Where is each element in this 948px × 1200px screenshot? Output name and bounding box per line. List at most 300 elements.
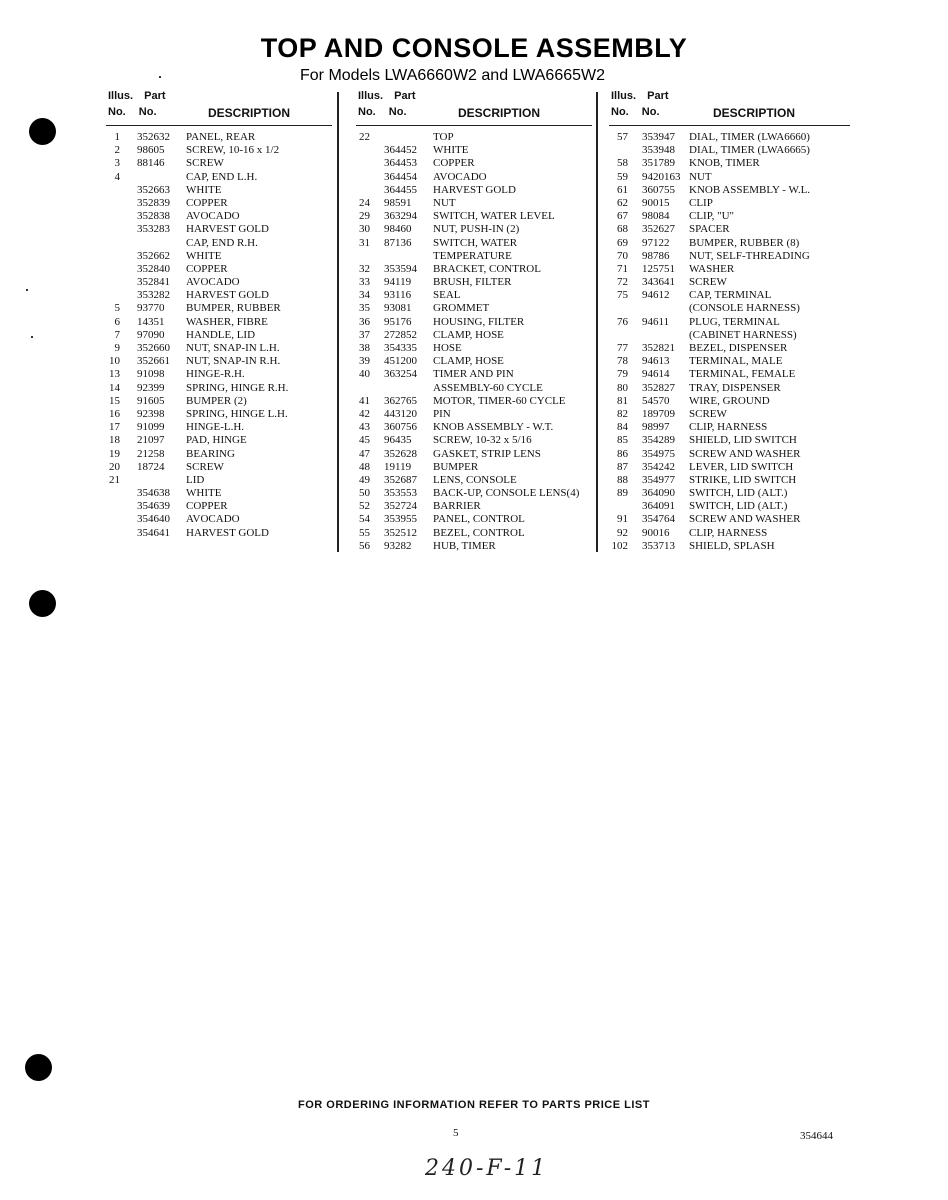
parts-row xyxy=(356,368,592,381)
part-description: BUMPER xyxy=(433,460,479,473)
part-number: 352512 xyxy=(384,526,417,539)
part-number: 94612 xyxy=(642,289,670,302)
illus-number: 77 xyxy=(617,342,628,354)
parts-row xyxy=(356,302,592,315)
part-description: WIRE, GROUND xyxy=(689,394,770,407)
parts-row xyxy=(106,289,332,302)
parts-row xyxy=(609,171,850,184)
parts-row xyxy=(609,527,850,540)
illus-number: 4 xyxy=(114,170,120,183)
part-number: 360755 xyxy=(642,183,675,196)
illus-number: 20 xyxy=(109,460,120,473)
illus-number: 59 xyxy=(617,170,628,183)
part-number: 54570 xyxy=(642,394,670,407)
punch-hole-middle xyxy=(29,590,56,617)
parts-rows-1 xyxy=(106,131,332,540)
parts-row xyxy=(106,223,332,236)
part-number: 364090 xyxy=(642,487,675,500)
illus-number: 82 xyxy=(617,407,628,420)
illus-number: 67 xyxy=(617,210,628,223)
illus-number: 80 xyxy=(617,381,628,394)
part-number: 352661 xyxy=(137,355,170,368)
parts-row xyxy=(106,395,332,408)
parts-row xyxy=(106,316,332,329)
punch-hole-top xyxy=(29,118,56,145)
illus-number: 2 xyxy=(114,144,120,157)
illus-number: 48 xyxy=(359,460,370,473)
part-number: 354289 xyxy=(642,434,675,447)
part-description: CLIP, HARNESS xyxy=(689,421,768,434)
illus-number: 72 xyxy=(617,276,628,289)
parts-row xyxy=(356,144,592,157)
part-description: DIAL, TIMER (LWA6665) xyxy=(689,144,810,157)
illus-number: 85 xyxy=(617,434,628,447)
illus-number: 15 xyxy=(109,394,120,407)
illus-number: 89 xyxy=(617,487,628,500)
illus-number: 38 xyxy=(359,342,370,354)
part-number: 93081 xyxy=(384,302,412,315)
parts-row xyxy=(356,131,592,144)
part-description: COPPER xyxy=(433,157,475,170)
header-illus-part: Illus. Part xyxy=(611,90,669,102)
parts-row xyxy=(356,540,592,553)
part-number: 94119 xyxy=(384,276,412,289)
part-description: CLAMP, HOSE xyxy=(433,328,504,341)
part-description: BRACKET, CONTROL xyxy=(433,262,541,275)
header-no: No. No. xyxy=(611,106,660,118)
parts-column-2 xyxy=(356,90,592,553)
column-divider xyxy=(596,92,598,552)
part-number: 9420163 xyxy=(642,170,681,183)
illus-number: 58 xyxy=(617,157,628,170)
part-description: LID xyxy=(186,473,205,486)
part-description: NUT, SELF-THREADING xyxy=(689,249,810,262)
part-number: 91098 xyxy=(137,368,165,381)
part-number: 364455 xyxy=(384,183,417,196)
part-description: PIN xyxy=(433,407,451,420)
illus-number: 36 xyxy=(359,315,370,328)
part-description: GASKET, STRIP LENS xyxy=(433,447,541,460)
parts-row xyxy=(106,171,332,184)
illus-number: 10 xyxy=(109,355,120,368)
illus-number: 54 xyxy=(359,513,370,526)
illus-number: 21 xyxy=(109,473,120,486)
part-description: HANDLE, LID xyxy=(186,328,256,341)
illus-number: 31 xyxy=(359,236,370,249)
part-description: (CABINET HARNESS) xyxy=(689,328,797,341)
parts-row xyxy=(106,197,332,210)
column-header xyxy=(106,90,332,126)
illus-number: 92 xyxy=(617,526,628,539)
parts-row xyxy=(356,316,592,329)
illus-number: 87 xyxy=(617,460,628,473)
parts-row xyxy=(356,210,592,223)
part-description: HARVEST GOLD xyxy=(186,526,269,539)
part-number: 95176 xyxy=(384,315,412,328)
part-description: TERMINAL, MALE xyxy=(689,355,783,368)
illus-number: 24 xyxy=(359,196,370,209)
part-description: GROMMET xyxy=(433,302,490,315)
part-description: BEZEL, DISPENSER xyxy=(689,342,788,354)
part-description: PANEL, REAR xyxy=(186,131,256,143)
parts-row xyxy=(106,368,332,381)
part-number: 354242 xyxy=(642,460,675,473)
part-number: 353553 xyxy=(384,487,417,500)
part-number: 88146 xyxy=(137,157,165,170)
part-number: 90016 xyxy=(642,526,670,539)
parts-row xyxy=(356,171,592,184)
illus-number: 40 xyxy=(359,368,370,381)
parts-row xyxy=(609,461,850,474)
part-number: 98997 xyxy=(642,421,670,434)
scan-speck xyxy=(26,289,28,291)
part-description: KNOB ASSEMBLY - W.T. xyxy=(433,421,554,434)
parts-row xyxy=(609,329,850,342)
part-description: ASSEMBLY-60 CYCLE xyxy=(433,381,543,394)
part-number: 354639 xyxy=(137,500,170,513)
part-description: SWITCH, WATER xyxy=(433,236,518,249)
parts-row xyxy=(106,157,332,170)
part-number: 98084 xyxy=(642,210,670,223)
part-number: 352663 xyxy=(137,183,170,196)
parts-row xyxy=(356,461,592,474)
illus-number: 86 xyxy=(617,447,628,460)
parts-row xyxy=(106,131,332,144)
part-description: TERMINAL, FEMALE xyxy=(689,368,796,381)
part-description: NUT, SNAP-IN R.H. xyxy=(186,355,281,368)
part-number: 451200 xyxy=(384,355,417,368)
part-description: WASHER, FIBRE xyxy=(186,315,268,328)
part-number: 21097 xyxy=(137,434,165,447)
parts-row xyxy=(609,223,850,236)
parts-row xyxy=(106,210,332,223)
parts-row xyxy=(106,461,332,474)
parts-column-3 xyxy=(609,90,850,553)
illus-number: 41 xyxy=(359,394,370,407)
part-description: CLAMP, HOSE xyxy=(433,355,504,368)
illus-number: 34 xyxy=(359,289,370,302)
part-description: SPACER xyxy=(689,223,730,236)
parts-row xyxy=(106,474,332,487)
column-header xyxy=(609,90,850,126)
part-number: 98605 xyxy=(137,144,165,157)
parts-row xyxy=(356,184,592,197)
part-description: SCREW xyxy=(689,407,727,420)
header-illus-part: Illus. Part xyxy=(358,90,416,102)
parts-row xyxy=(106,527,332,540)
illus-number: 49 xyxy=(359,473,370,486)
part-description: SHIELD, SPLASH xyxy=(689,539,775,552)
parts-row xyxy=(356,395,592,408)
illus-number: 88 xyxy=(617,473,628,486)
illus-number: 57 xyxy=(617,131,628,143)
parts-row xyxy=(106,487,332,500)
part-description: NUT xyxy=(433,196,456,209)
part-description: TOP xyxy=(433,131,454,143)
part-number: 98460 xyxy=(384,223,412,236)
illus-number: 76 xyxy=(617,315,628,328)
part-number: 93282 xyxy=(384,539,412,552)
parts-row xyxy=(609,434,850,447)
part-number: 351789 xyxy=(642,157,675,170)
illus-number: 50 xyxy=(359,487,370,500)
part-number: 363294 xyxy=(384,210,417,223)
part-number: 364091 xyxy=(642,500,675,513)
part-description: SCREW xyxy=(186,460,224,473)
part-description: CAP, TERMINAL xyxy=(689,289,772,302)
parts-row xyxy=(356,408,592,421)
ordering-info-footer: FOR ORDERING INFORMATION REFER TO PARTS PRICE LIST xyxy=(298,1099,650,1111)
part-description: BRUSH, FILTER xyxy=(433,276,512,289)
part-description: PLUG, TERMINAL xyxy=(689,315,780,328)
illus-number: 37 xyxy=(359,328,370,341)
parts-row xyxy=(106,434,332,447)
part-number: 93770 xyxy=(137,302,165,315)
part-description: HOSE xyxy=(433,342,462,354)
illus-number: 16 xyxy=(109,407,120,420)
part-number: 92398 xyxy=(137,407,165,420)
parts-row xyxy=(106,513,332,526)
parts-row xyxy=(356,157,592,170)
part-number: 96435 xyxy=(384,434,412,447)
part-description: SWITCH, LID (ALT.) xyxy=(689,487,788,500)
illus-number: 13 xyxy=(109,368,120,381)
parts-column-1 xyxy=(106,90,332,540)
part-number: 354977 xyxy=(642,473,675,486)
illus-number: 33 xyxy=(359,276,370,289)
part-description: SPRING, HINGE L.H. xyxy=(186,407,288,420)
part-description: BUMPER (2) xyxy=(186,394,247,407)
parts-row xyxy=(356,421,592,434)
part-number: 443120 xyxy=(384,407,417,420)
part-description: COPPER xyxy=(186,196,228,209)
parts-row xyxy=(106,500,332,513)
part-number: 92399 xyxy=(137,381,165,394)
illus-number: 39 xyxy=(359,355,370,368)
parts-row xyxy=(609,408,850,421)
part-number: 352632 xyxy=(137,131,170,143)
part-number: 94614 xyxy=(642,368,670,381)
illus-number: 14 xyxy=(109,381,120,394)
part-number: 363254 xyxy=(384,368,417,381)
parts-row xyxy=(609,368,850,381)
part-number: 354764 xyxy=(642,513,675,526)
part-number: 352821 xyxy=(642,342,675,354)
illus-number: 47 xyxy=(359,447,370,460)
header-no: No. No. xyxy=(108,106,157,118)
illus-number: 3 xyxy=(114,157,120,170)
parts-row xyxy=(609,421,850,434)
part-number: 353947 xyxy=(642,131,675,143)
part-description: SCREW xyxy=(689,276,727,289)
parts-row xyxy=(609,474,850,487)
illus-number: 79 xyxy=(617,368,628,381)
illus-number: 81 xyxy=(617,394,628,407)
illus-number: 32 xyxy=(359,262,370,275)
part-number: 352660 xyxy=(137,342,170,354)
parts-row xyxy=(356,382,592,395)
handwritten-note: 240-F-11 xyxy=(425,1156,549,1181)
part-number: 98786 xyxy=(642,249,670,262)
parts-row xyxy=(609,448,850,461)
part-description: HINGE-L.H. xyxy=(186,421,245,434)
illus-number: 5 xyxy=(114,302,120,315)
part-description: SEAL xyxy=(433,289,461,302)
parts-row xyxy=(356,223,592,236)
part-number: 97122 xyxy=(642,236,670,249)
part-description: HUB, TIMER xyxy=(433,539,496,552)
part-description: NUT xyxy=(689,170,712,183)
parts-row xyxy=(106,184,332,197)
illus-number: 56 xyxy=(359,539,370,552)
parts-row xyxy=(609,513,850,526)
parts-row xyxy=(609,210,850,223)
punch-hole-bottom xyxy=(25,1054,52,1081)
parts-row xyxy=(609,237,850,250)
parts-row xyxy=(356,355,592,368)
parts-row xyxy=(356,448,592,461)
part-number: 19119 xyxy=(384,460,412,473)
parts-row xyxy=(609,355,850,368)
parts-row xyxy=(609,342,850,355)
parts-row xyxy=(609,500,850,513)
part-description: SPRING, HINGE R.H. xyxy=(186,381,289,394)
part-description: WASHER xyxy=(689,262,735,275)
part-number: 343641 xyxy=(642,276,675,289)
illus-number: 70 xyxy=(617,249,628,262)
parts-row xyxy=(609,157,850,170)
illus-number: 45 xyxy=(359,434,370,447)
parts-row xyxy=(106,408,332,421)
parts-row xyxy=(106,329,332,342)
scan-speck xyxy=(31,336,33,338)
illus-number: 43 xyxy=(359,421,370,434)
parts-row xyxy=(356,500,592,513)
parts-row xyxy=(356,250,592,263)
part-number: 94613 xyxy=(642,355,670,368)
part-description: LENS, CONSOLE xyxy=(433,473,517,486)
parts-row xyxy=(356,197,592,210)
part-number: 91099 xyxy=(137,421,165,434)
part-description: KNOB, TIMER xyxy=(689,157,760,170)
illus-number: 9 xyxy=(114,342,120,354)
part-number: 353283 xyxy=(137,223,170,236)
part-description: BEZEL, CONTROL xyxy=(433,526,525,539)
illus-number: 30 xyxy=(359,223,370,236)
scan-speck xyxy=(159,76,161,78)
illus-number: 102 xyxy=(611,539,628,552)
part-number: 360756 xyxy=(384,421,417,434)
header-no: No. No. xyxy=(358,106,407,118)
illus-number: 35 xyxy=(359,302,370,315)
parts-row xyxy=(106,421,332,434)
part-description: AVOCADO xyxy=(433,170,487,183)
illus-number: 29 xyxy=(359,210,370,223)
parts-row xyxy=(609,487,850,500)
part-number: 354638 xyxy=(137,487,170,500)
parts-row xyxy=(609,184,850,197)
part-description: PANEL, CONTROL xyxy=(433,513,525,526)
part-description: CLIP, "U" xyxy=(689,210,735,223)
part-description: SWITCH, WATER LEVEL xyxy=(433,210,555,223)
part-number: 352839 xyxy=(137,196,170,209)
illus-number: 61 xyxy=(617,183,628,196)
part-description: (CONSOLE HARNESS) xyxy=(689,302,800,315)
illus-number: 42 xyxy=(359,407,370,420)
part-description: AVOCADO xyxy=(186,276,240,289)
part-number: 364453 xyxy=(384,157,417,170)
part-number: 97090 xyxy=(137,328,165,341)
header-description: DESCRIPTION xyxy=(713,106,796,120)
parts-rows-2 xyxy=(356,131,592,553)
part-number: 352724 xyxy=(384,500,417,513)
part-description: BUMPER, RUBBER (8) xyxy=(689,236,800,249)
parts-row xyxy=(106,263,332,276)
part-description: CLIP xyxy=(689,196,713,209)
illus-number: 75 xyxy=(617,289,628,302)
parts-row xyxy=(609,540,850,553)
part-number: 364452 xyxy=(384,144,417,157)
part-number: 352627 xyxy=(642,223,675,236)
illus-number: 62 xyxy=(617,196,628,209)
part-number: 352841 xyxy=(137,276,170,289)
part-number: 91605 xyxy=(137,394,165,407)
part-description: KNOB ASSEMBLY - W.L. xyxy=(689,183,811,196)
parts-row xyxy=(106,302,332,315)
part-description: PAD, HINGE xyxy=(186,434,247,447)
part-number: 354640 xyxy=(137,513,170,526)
part-number: 272852 xyxy=(384,328,417,341)
part-description: NUT, PUSH-IN (2) xyxy=(433,223,520,236)
part-description: SCREW AND WASHER xyxy=(689,513,801,526)
page-subtitle: For Models LWA6660W2 and LWA6665W2 xyxy=(300,67,606,84)
parts-row xyxy=(106,382,332,395)
illus-number: 91 xyxy=(617,513,628,526)
illus-number: 52 xyxy=(359,500,370,513)
illus-number: 71 xyxy=(617,262,628,275)
illus-number: 55 xyxy=(359,526,370,539)
parts-row xyxy=(356,474,592,487)
part-number: 364454 xyxy=(384,170,417,183)
parts-row xyxy=(106,237,332,250)
parts-row xyxy=(609,144,850,157)
part-description: COPPER xyxy=(186,262,228,275)
part-description: TIMER AND PIN xyxy=(433,368,514,381)
illus-number: 68 xyxy=(617,223,628,236)
part-number: 353713 xyxy=(642,539,675,552)
part-number: 93116 xyxy=(384,289,412,302)
parts-row xyxy=(356,434,592,447)
part-number: 94611 xyxy=(642,315,670,328)
part-description: TEMPERATURE xyxy=(433,249,512,262)
parts-row xyxy=(106,342,332,355)
part-number: 352662 xyxy=(137,249,170,262)
illus-number: 17 xyxy=(109,421,120,434)
part-number: 354335 xyxy=(384,342,417,354)
parts-rows-3 xyxy=(609,131,850,553)
parts-row xyxy=(106,276,332,289)
part-number: 362765 xyxy=(384,394,417,407)
part-description: COPPER xyxy=(186,500,228,513)
part-number: 98591 xyxy=(384,196,412,209)
part-description: WHITE xyxy=(433,144,469,157)
part-number: 18724 xyxy=(137,460,165,473)
part-description: SWITCH, LID (ALT.) xyxy=(689,500,788,513)
column-header xyxy=(356,90,592,126)
part-description: BARRIER xyxy=(433,500,481,513)
parts-row xyxy=(356,527,592,540)
part-number: 352840 xyxy=(137,262,170,275)
